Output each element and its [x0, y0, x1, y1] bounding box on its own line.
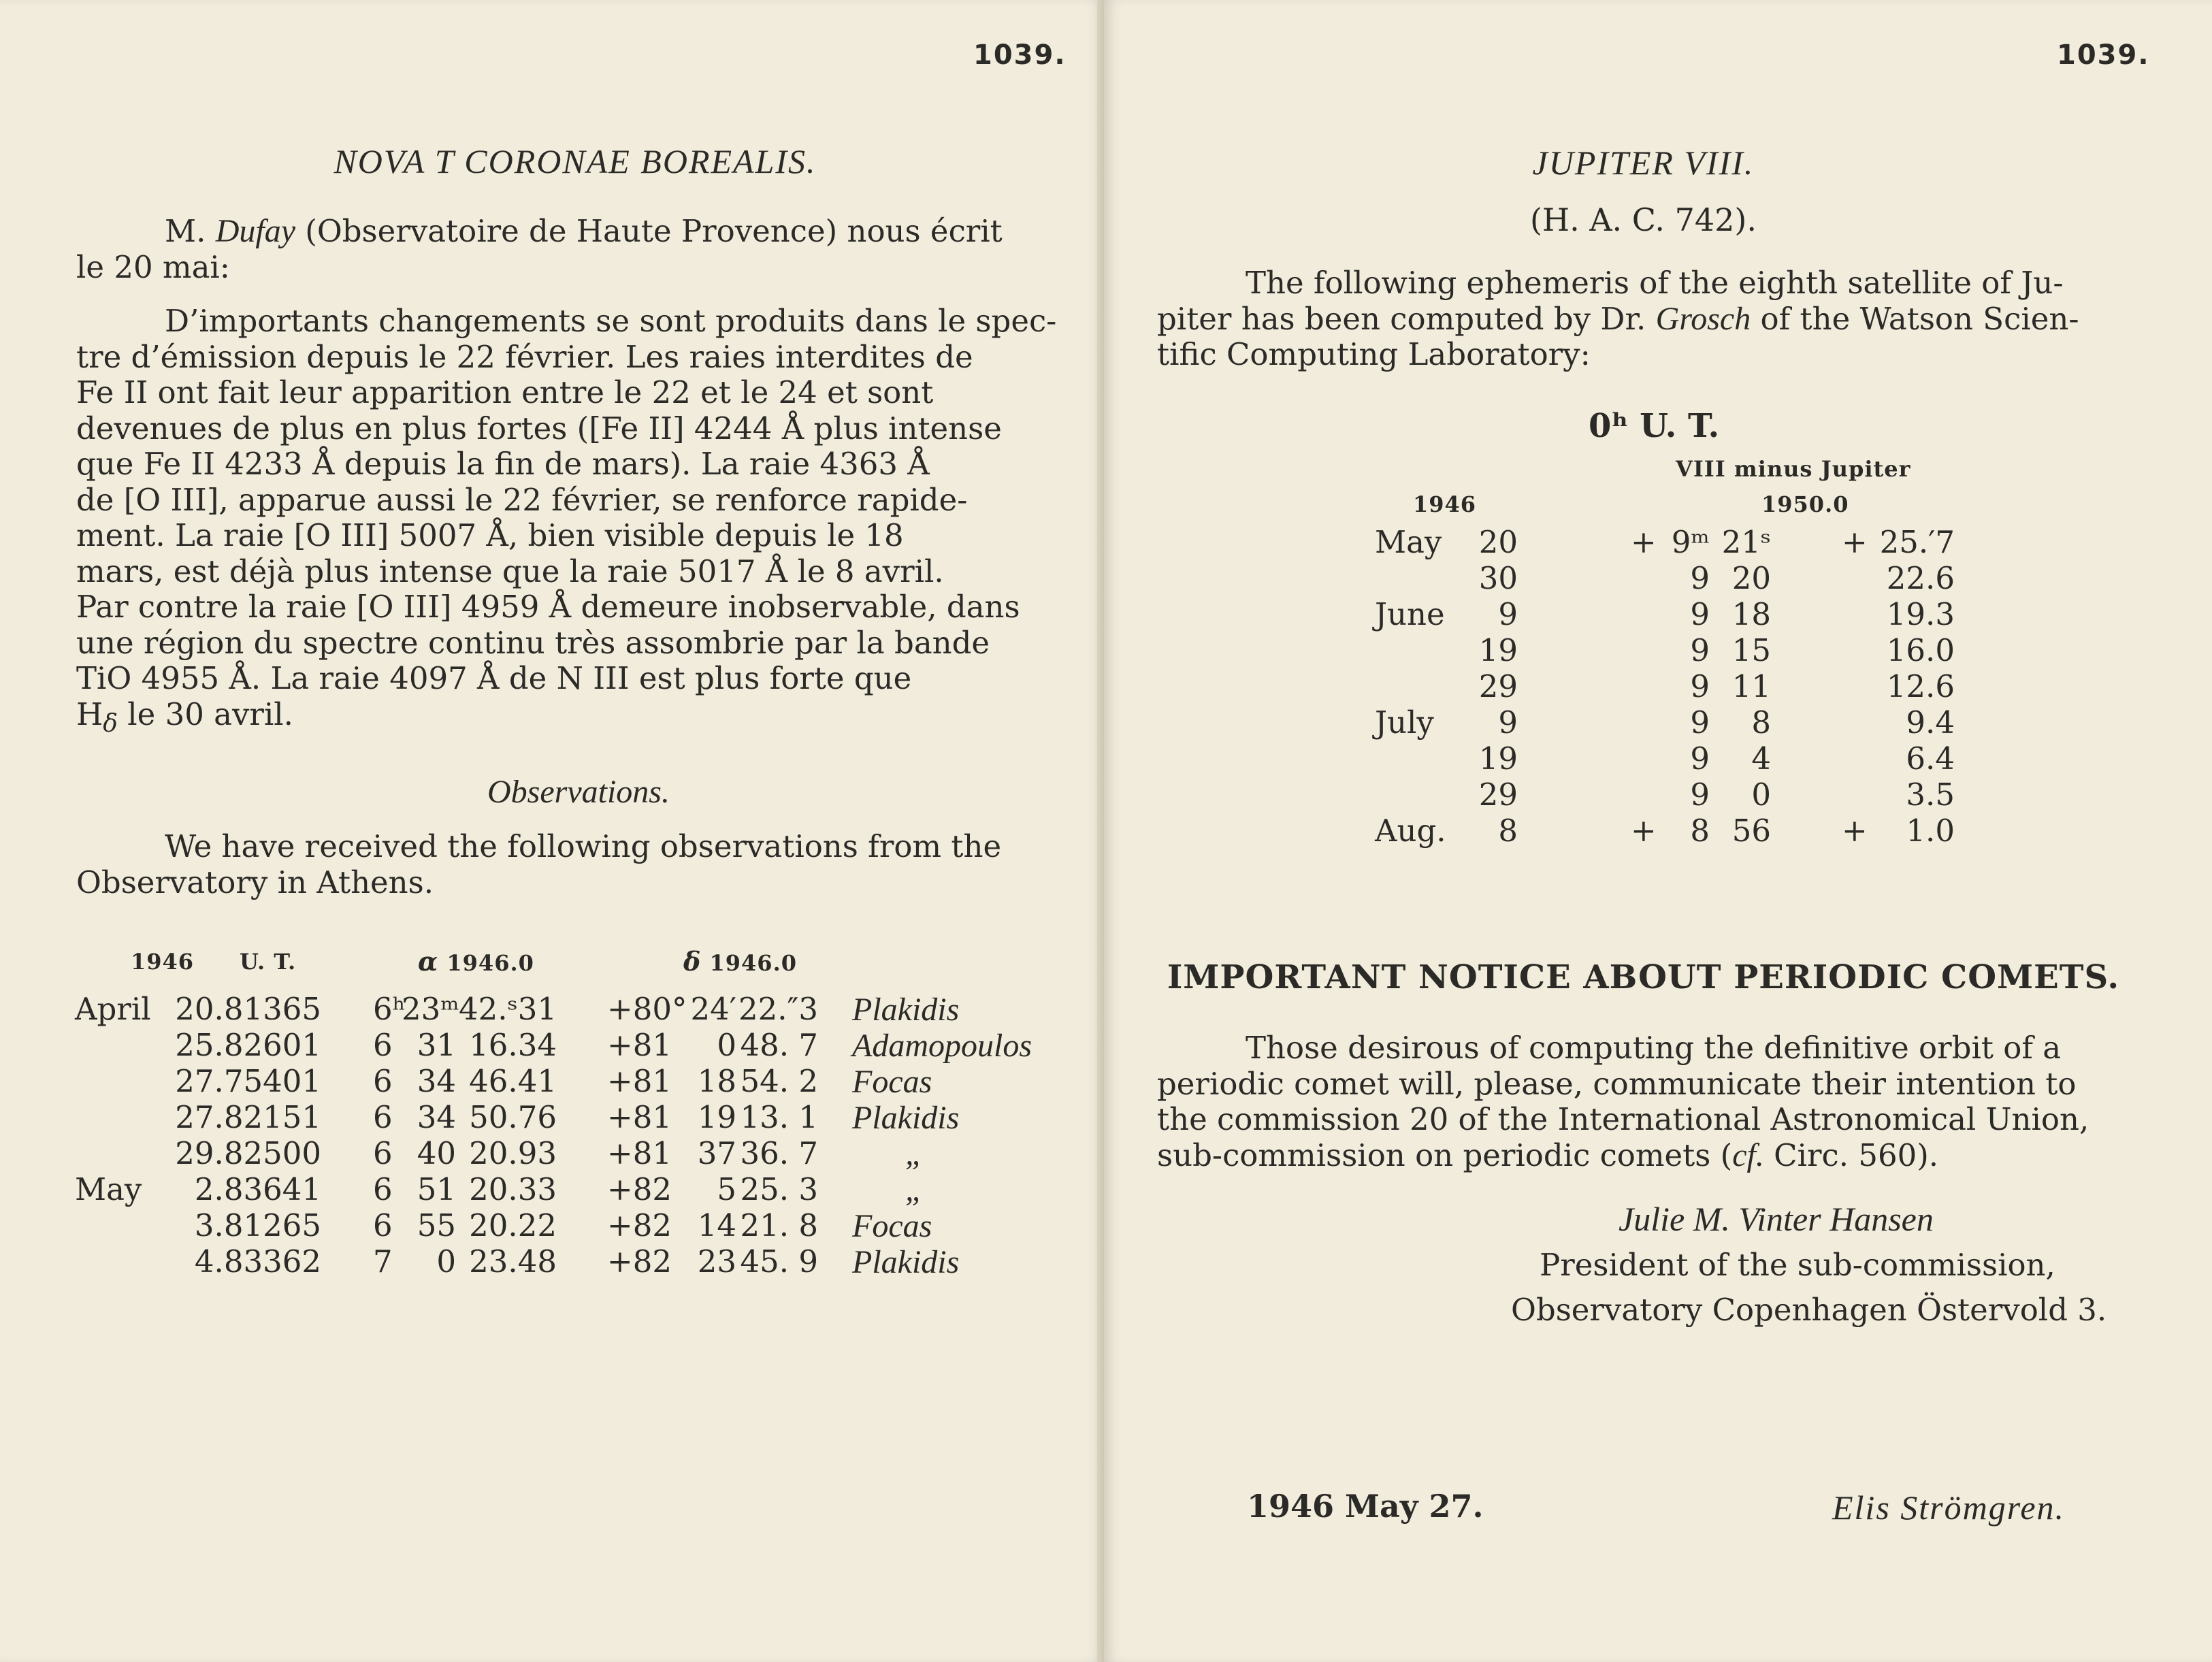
body-line: TiO 4955 Å. La raie 4097 Å de N III est plus forte que [76, 660, 912, 696]
eph-ra-seconds: 8 [1751, 704, 1771, 740]
eph-ra-seconds: 4 [1751, 740, 1771, 777]
obs-ut: 25.82601 [175, 1027, 321, 1063]
obs-ra-minutes: 34 [417, 1099, 456, 1135]
obs-dec-minutes: 0 [717, 1027, 736, 1063]
eph-ra-minutes: 9 [1690, 740, 1710, 777]
obs-observer: Focas [852, 1064, 932, 1100]
eph-ra-minutes: 9ᵐ [1671, 524, 1710, 560]
body-line: de [O III], apparue aussi le 22 février, se renforce rapide- [76, 481, 968, 518]
obs-observer: Plakidis [852, 1100, 960, 1136]
signature-role: President of the sub-commission, [1540, 1247, 2055, 1283]
obs-ra-hours: 6 [373, 1027, 393, 1063]
eph-ra-seconds: 11 [1731, 668, 1771, 704]
computer-name: Grosch [1655, 300, 1751, 337]
eph-month: July [1375, 704, 1434, 740]
eph-day: 29 [1478, 668, 1518, 704]
body-line-last: $H_\delta$ le 30 avril. [76, 696, 293, 738]
eph-dec: 1.0 [1906, 813, 1955, 849]
obs-dec-seconds: 45. 9 [740, 1243, 818, 1280]
author-name: Dufay [215, 213, 295, 249]
obs-ra-minutes: 51 [417, 1171, 456, 1207]
intro-line-1: The following ephemeris of the eighth satellite of Ju- [1246, 265, 2064, 301]
french-body [76, 304, 1070, 742]
obs-dec-minutes: 23 [697, 1243, 736, 1280]
letter-line-1: M. Dufay (Observatoire de Haute Provence) nous écrit [165, 213, 1003, 249]
eph-day: 19 [1478, 740, 1518, 777]
col-head-viii: VIII minus Jupiter [1676, 456, 1911, 482]
eph-month: June [1375, 596, 1445, 632]
col-head-ut: U. T. [240, 949, 297, 975]
col-head-epoch: 1950.0 [1761, 491, 1849, 517]
obs-dec-seconds: 21. 8 [740, 1207, 818, 1243]
eph-ra-seconds: 0 [1751, 777, 1771, 813]
body-line: D’importants changements se sont produits dans le spec- [165, 303, 1057, 339]
obs-ra-hours: 6 [373, 1135, 393, 1171]
eph-dec: 19.3 [1886, 596, 1955, 632]
right-page [1104, 0, 2212, 1662]
obs-ra-seconds: 23.48 [469, 1243, 557, 1280]
obs-ra-seconds: 20.22 [469, 1207, 557, 1243]
obs-dec-minutes: 24′ [690, 991, 736, 1027]
col-head-delta: δ 1946.0 [683, 946, 797, 977]
eph-ra-seconds: 18 [1731, 596, 1771, 632]
obs-dec-seconds: 22.″3 [738, 991, 818, 1027]
notice-line: the commission 20 of the International Astronomical Union, [1157, 1101, 2089, 1137]
obs-observer: Plakidis [852, 1244, 960, 1280]
obs-ut: 27.82151 [175, 1099, 321, 1135]
eph-ra-minutes: 9 [1690, 668, 1710, 704]
obs-ut: 27.75401 [175, 1063, 321, 1099]
eph-ra-minutes: 9 [1690, 560, 1710, 596]
obs-ut: 3.81265 [194, 1207, 321, 1243]
intro-line: We have received the following observations from the [165, 828, 1002, 864]
eph-dec: 25.′7 [1879, 524, 1955, 560]
col-head-year: 1946 [1413, 491, 1477, 517]
eph-day: 8 [1498, 813, 1518, 849]
eph-ra-minutes: 9 [1690, 596, 1710, 632]
obs-ra-seconds: 42.ˢ31 [459, 991, 557, 1027]
obs-dec-degrees: +81 [607, 1135, 672, 1171]
body-line: Par contre la raie [O III] 4959 Å demeure inobservable, dans [76, 589, 1020, 625]
obs-ra-seconds: 16.34 [469, 1027, 557, 1063]
intro-line-3: tific Computing Laboratory: [1157, 336, 1591, 372]
eph-ra-minutes: 8 [1690, 813, 1710, 849]
eph-dec-sign: + [1842, 813, 1868, 849]
section-subtitle: (H. A. C. 742). [1530, 201, 1757, 238]
observations-heading: Observations. [487, 774, 670, 810]
issue-date: 1946 May 27. [1247, 1488, 1484, 1525]
obs-ra-seconds: 46.41 [469, 1063, 557, 1099]
obs-ra-hours: 7 [373, 1243, 393, 1280]
left-page [0, 0, 1104, 1662]
obs-dec-degrees: +82 [607, 1207, 672, 1243]
body-line: une région du spectre continu très assombrie par la bande [76, 624, 990, 661]
eph-ra-seconds: 15 [1731, 632, 1771, 668]
eph-dec: 16.0 [1886, 632, 1955, 668]
eph-dec: 3.5 [1906, 777, 1955, 813]
obs-dec-minutes: 37 [697, 1135, 736, 1171]
obs-month: April [75, 991, 151, 1027]
eph-day: 29 [1478, 777, 1518, 813]
obs-month: May [75, 1171, 142, 1207]
obs-dec-seconds: 25. 3 [740, 1171, 818, 1207]
obs-ut: 2.83641 [194, 1171, 321, 1207]
notice-line: Those desirous of computing the definitive orbit of a [1246, 1030, 2062, 1066]
obs-dec-seconds: 36. 7 [740, 1135, 818, 1171]
obs-dec-seconds: 48. 7 [740, 1027, 818, 1063]
obs-observer: „ [905, 1136, 924, 1172]
obs-ra-minutes: 40 [417, 1135, 456, 1171]
obs-observer: Plakidis [852, 992, 960, 1028]
obs-ra-hours: 6 [373, 1099, 393, 1135]
eph-ra-minutes: 9 [1690, 632, 1710, 668]
obs-dec-seconds: 54. 2 [740, 1063, 818, 1099]
obs-ut: 20.81365 [175, 991, 321, 1027]
obs-ra-hours: 6 [373, 1207, 393, 1243]
col-head-alpha: α 1946.0 [418, 946, 534, 977]
obs-ut: 4.83362 [194, 1243, 321, 1280]
obs-dec-degrees: +82 [607, 1243, 672, 1280]
page-number: 1039. [2057, 39, 2150, 71]
body-line: ment. La raie [O III] 5007 Å, bien visible depuis le 18 [76, 517, 904, 553]
letter-intro [76, 214, 1070, 285]
obs-ra-hours: 6 [373, 1171, 393, 1207]
eph-ra-minutes: 9 [1690, 704, 1710, 740]
editor-signature: Elis Strömgren. [1832, 1488, 2066, 1527]
body-line: devenues de plus en plus fortes ([Fe II] 4244 Å plus intense [76, 410, 1002, 446]
obs-ra-minutes: 31 [417, 1027, 456, 1063]
letter-line-2: le 20 mai: [76, 248, 230, 285]
obs-ra-hours: 6ʰ [373, 991, 406, 1027]
eph-dec-sign: + [1842, 524, 1868, 560]
eph-dec: 6.4 [1906, 740, 1955, 777]
signature-address: Observatory Copenhagen Östervold 3. [1511, 1292, 2107, 1328]
obs-dec-minutes: 18 [697, 1063, 736, 1099]
notice-line: periodic comet will, please, communicate their intention to [1157, 1065, 2077, 1102]
signature-name: Julie M. Vinter Hansen [1619, 1200, 1934, 1238]
eph-ra-seconds: 56 [1731, 813, 1771, 849]
obs-ra-minutes: 55 [417, 1207, 456, 1243]
body-line: Fe II ont fait leur apparition entre le 22 et le 24 et sont [76, 374, 934, 410]
obs-dec-seconds: 13. 1 [740, 1099, 818, 1135]
eph-day: 9 [1498, 596, 1518, 632]
obs-ra-hours: 6 [373, 1063, 393, 1099]
obs-ut: 29.82500 [175, 1135, 321, 1171]
intro-line-2: piter has been computed by Dr. Grosch of the Watson Scien- [1157, 300, 2079, 337]
eph-dec: 22.6 [1886, 560, 1955, 596]
notice-title: IMPORTANT NOTICE ABOUT PERIODIC COMETS. [1167, 958, 2120, 996]
ephemeris-intro [1157, 265, 2148, 373]
obs-observer: „ [905, 1172, 924, 1208]
body-line: tre d’émission depuis le 22 février. Les raies interdites de [76, 338, 973, 375]
eph-month: Aug. [1375, 813, 1446, 849]
eph-ra-sign: + [1631, 524, 1657, 560]
eph-ra-seconds: 21ˢ [1721, 524, 1771, 560]
obs-dec-degrees: +81 [607, 1099, 672, 1135]
obs-dec-minutes: 14 [697, 1207, 736, 1243]
obs-dec-minutes: 5 [717, 1171, 736, 1207]
obs-dec-degrees: +81 [607, 1063, 672, 1099]
intro-line: Observatory in Athens. [76, 864, 434, 900]
eph-ra-minutes: 9 [1690, 777, 1710, 813]
eph-day: 19 [1478, 632, 1518, 668]
eph-ra-sign: + [1631, 813, 1657, 849]
body-line: que Fe II 4233 Å depuis la fin de mars). La raie 4363 Å [76, 446, 930, 482]
body-line: mars, est déjà plus intense que la raie 5017 Å le 8 avril. [76, 553, 944, 589]
notice-line-last: sub-commission on periodic comets (cf. Circ. 560). [1157, 1137, 1939, 1173]
time-label: 0ʰ U. T. [1589, 407, 1720, 445]
eph-ra-seconds: 20 [1731, 560, 1771, 596]
obs-ra-seconds: 20.93 [469, 1135, 557, 1171]
eph-dec: 12.6 [1886, 668, 1955, 704]
obs-ra-seconds: 50.76 [469, 1099, 557, 1135]
obs-dec-degrees: +80° [607, 991, 687, 1027]
obs-ra-seconds: 20.33 [469, 1171, 557, 1207]
notice-body [1157, 1030, 2148, 1173]
eph-day: 20 [1478, 524, 1518, 560]
obs-dec-degrees: +82 [607, 1171, 672, 1207]
observations-intro [76, 829, 1070, 900]
page-number: 1039. [973, 39, 1067, 71]
obs-observer: Focas [852, 1208, 932, 1244]
obs-dec-degrees: +81 [607, 1027, 672, 1063]
obs-observer: Adamopoulos [852, 1028, 1032, 1064]
section-title-jupiter: JUPITER VIII. [1532, 144, 1755, 182]
eph-dec: 9.4 [1906, 704, 1955, 740]
obs-ra-minutes: 34 [417, 1063, 456, 1099]
section-title-nova: NOVA T CORONAE BOREALIS. [334, 142, 817, 180]
eph-day: 9 [1498, 704, 1518, 740]
eph-month: May [1375, 524, 1442, 560]
obs-dec-minutes: 19 [697, 1099, 736, 1135]
col-head-year: 1946 [131, 949, 195, 975]
obs-ra-minutes: 0 [436, 1243, 456, 1280]
obs-ra-minutes: 23ᵐ [402, 991, 459, 1027]
eph-day: 30 [1478, 560, 1518, 596]
